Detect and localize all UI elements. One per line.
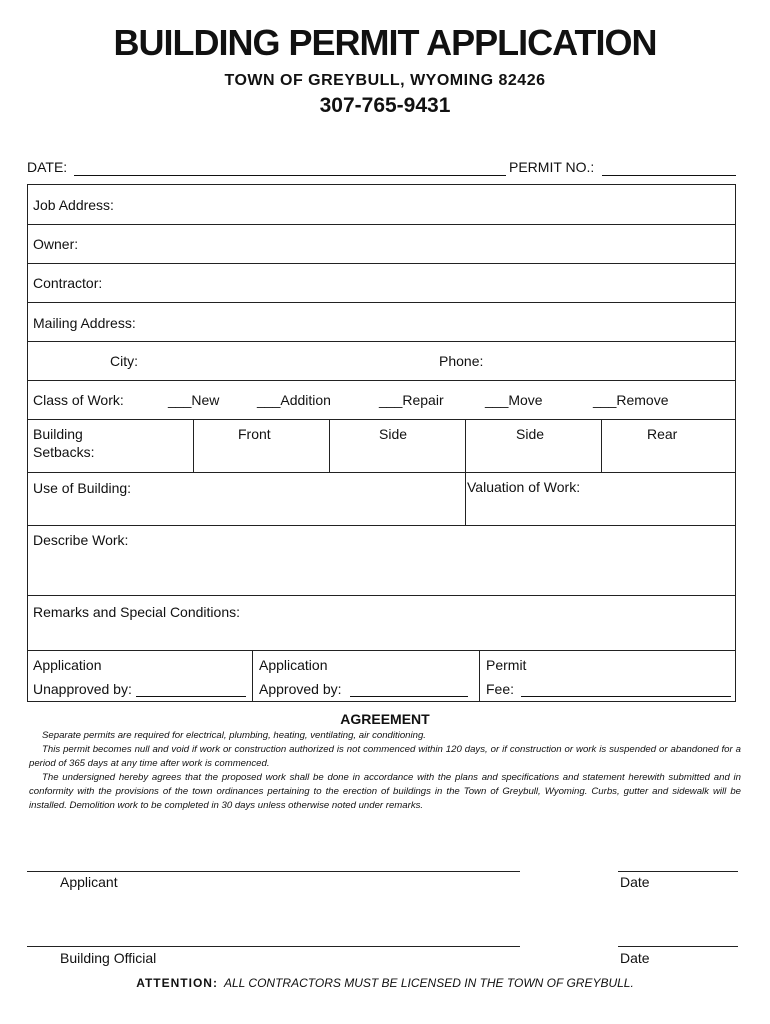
- class-repair-option[interactable]: ___Repair: [379, 392, 444, 408]
- use-of-building-label[interactable]: Use of Building:: [33, 480, 132, 496]
- permit-no-field[interactable]: [602, 175, 736, 176]
- permit-fee-label-2: Fee:: [486, 681, 515, 697]
- applicant-date-line[interactable]: [618, 871, 738, 872]
- attention-label: ATTENTION:: [136, 976, 218, 990]
- city-label: City:: [110, 353, 138, 369]
- approval-divider-1: [252, 651, 253, 702]
- agreement-title: AGREEMENT: [340, 711, 430, 727]
- agreement-paragraph-3: The undersigned hereby agrees that the proposed work shall be done in accordance with the plans and specifications and statement herewith submitted and in conformity with the provisions of the town ordinances pertaining to the erection of buildings in the Town of Greybull, Wyoming. Curbs, gutter and sidewalk will be installed. Demolition work to be completed in 30 days unless otherwise noted under remarks.: [29, 772, 741, 811]
- app-approved-label-1: Application: [259, 657, 328, 673]
- approval-row: [28, 651, 735, 702]
- setback-side2-label[interactable]: Side: [516, 426, 545, 442]
- official-date-line[interactable]: [618, 946, 738, 947]
- setbacks-row: [28, 420, 735, 473]
- describe-work-row[interactable]: [28, 526, 735, 596]
- agreement-paragraph-2: This permit becomes null and void if work or construction authorized is not commenced within 120 days, or if construction or work is suspended or abandoned for a period of 365 days at any time after work is commenced.: [29, 744, 741, 769]
- attention-notice: [0, 976, 770, 990]
- date-label: DATE:: [27, 159, 68, 175]
- town-phone: 307-765-9431: [319, 94, 451, 117]
- app-approved-label-2: Approved by:: [259, 681, 342, 697]
- official-signature-line[interactable]: [27, 946, 520, 947]
- phone-label: Phone:: [439, 353, 484, 369]
- mailing-address-label: Mailing Address:: [33, 315, 136, 331]
- describe-work-label: Describe Work:: [33, 532, 129, 548]
- class-of-work-row: [28, 381, 735, 420]
- setback-rear-label[interactable]: Rear: [647, 426, 678, 442]
- setbacks-label-2: Setbacks:: [33, 444, 95, 460]
- app-unapproved-label-2: Unapproved by:: [33, 681, 132, 697]
- permit-no-label: PERMIT NO.:: [509, 159, 595, 175]
- city-phone-row[interactable]: [28, 342, 735, 381]
- permit-fee-label-1: Permit: [486, 657, 527, 673]
- class-move-option[interactable]: ___Move: [485, 392, 543, 408]
- applicant-date-label: Date: [620, 874, 650, 890]
- setback-front-label[interactable]: Front: [238, 426, 271, 442]
- setbacks-divider-4: [601, 420, 602, 472]
- app-unapproved-label-1: Application: [33, 657, 102, 673]
- valuation-label[interactable]: Valuation of Work:: [467, 479, 581, 495]
- contractor-row[interactable]: [28, 264, 735, 303]
- agreement-text: [29, 729, 741, 813]
- setback-side1-label[interactable]: Side: [379, 426, 408, 442]
- contractor-label: Contractor:: [33, 275, 103, 291]
- setbacks-divider-1: [193, 420, 194, 472]
- official-date-label: Date: [620, 950, 650, 966]
- remarks-label: Remarks and Special Conditions:: [33, 604, 240, 620]
- mailing-address-row[interactable]: [28, 303, 735, 342]
- owner-row[interactable]: [28, 225, 735, 264]
- setbacks-divider-2: [329, 420, 330, 472]
- setbacks-label-1: Building: [33, 426, 83, 442]
- approval-divider-2: [479, 651, 480, 702]
- applicant-label: Applicant: [60, 874, 118, 890]
- permit-fee-field[interactable]: [521, 696, 731, 697]
- use-valuation-row: [28, 473, 735, 526]
- class-remove-option[interactable]: ___Remove: [593, 392, 669, 408]
- permit-form: [27, 184, 736, 702]
- form-title: BUILDING PERMIT APPLICATION: [113, 22, 657, 63]
- attention-text: ALL CONTRACTORS MUST BE LICENSED IN THE TOWN OF GREYBULL.: [223, 976, 634, 990]
- town-address: TOWN OF GREYBULL, WYOMING 82426: [224, 72, 546, 89]
- job-address-row[interactable]: [28, 185, 735, 225]
- unapproved-by-field[interactable]: [136, 696, 246, 697]
- date-field[interactable]: [74, 175, 506, 176]
- use-valuation-divider: [465, 473, 466, 525]
- setbacks-divider-3: [465, 420, 466, 472]
- class-new-option[interactable]: ___New: [168, 392, 220, 408]
- approved-by-field[interactable]: [350, 696, 468, 697]
- job-address-label: Job Address:: [33, 197, 114, 213]
- class-of-work-label: Class of Work:: [33, 392, 124, 408]
- owner-label: Owner:: [33, 236, 79, 252]
- class-addition-option[interactable]: ___Addition: [257, 392, 331, 408]
- official-label: Building Official: [60, 950, 157, 966]
- applicant-signature-line[interactable]: [27, 871, 520, 872]
- agreement-paragraph-1: Separate permits are required for electrical, plumbing, heating, ventilating, air conditioning.: [42, 730, 426, 741]
- remarks-row[interactable]: [28, 596, 735, 651]
